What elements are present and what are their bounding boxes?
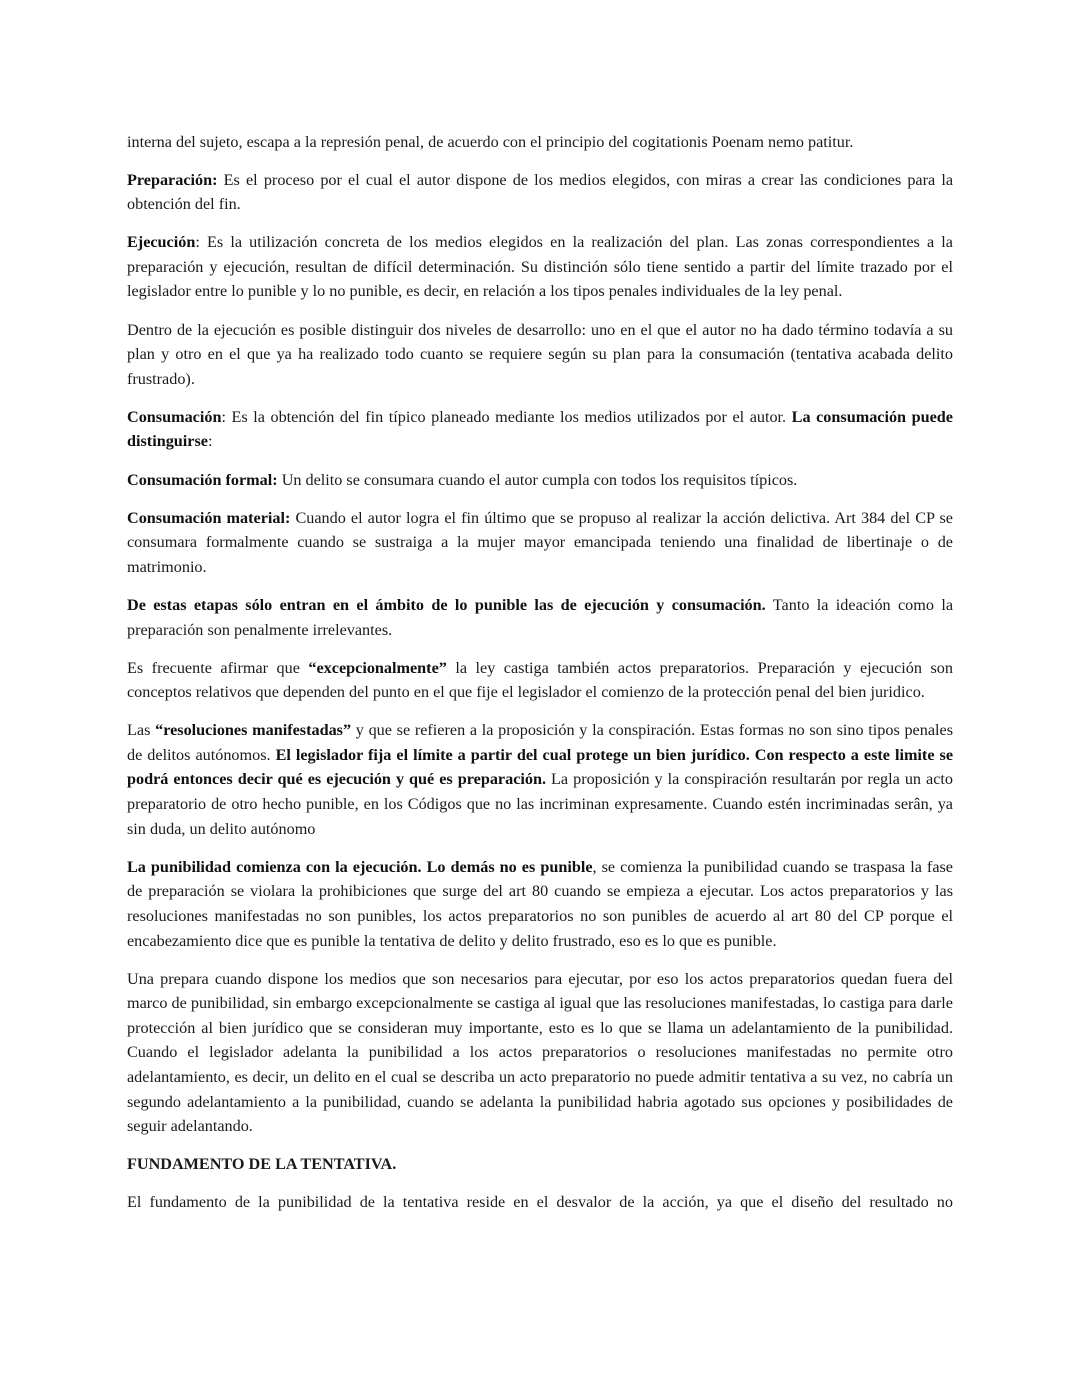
bold-text: “excepcionalmente” xyxy=(308,658,447,677)
paragraph xyxy=(127,405,953,454)
paragraph xyxy=(127,468,953,493)
text-run: : Es la utilización concreta de los medios elegidos en la realización del plan. Las zonas correspondientes a la preparación y ejecución, resultan de difícil determinación. Su distinción sólo tiene sentido a partir del límite trazado por el legislador entre lo punible y lo no punible, es decir, en relación a los tipos penales individuales de la ley penal. xyxy=(127,233,953,301)
bold-text: La consumación puede distinguirse xyxy=(127,407,953,451)
paragraph xyxy=(127,130,953,155)
paragraph xyxy=(127,318,953,392)
bold-text: Consumación material: xyxy=(127,508,291,527)
paragraph xyxy=(127,656,953,705)
bold-text: Preparación: xyxy=(127,170,218,189)
text-run: Un delito se consumara cuando el autor cumpla con todos los requisitos típicos. xyxy=(277,470,798,489)
bold-text: El legislador fija el límite a partir del cual protege un bien jurídico. Con respecto a este limite se podrá entonces decir qué es ejecución y qué es preparación. xyxy=(127,745,954,789)
text-run: : Es la obtención del fin típico planeado mediante los medios utilizados por el autor. xyxy=(221,407,792,426)
text-run: Es el proceso por el cual el autor dispone de los medios elegidos, con miras a crear las condiciones para la obtención del fin. xyxy=(127,170,953,214)
text-run: Dentro de la ejecución es posible distinguir dos niveles de desarrollo: uno en el que el autor no ha dado término todavía a su plan y otro en el que ya ha realizado todo cuanto se requiere según su plan para la consumación (tentativa acabada delito frustrado). xyxy=(127,320,953,388)
paragraph xyxy=(127,230,953,304)
section-heading: FUNDAMENTO DE LA TENTATIVA. xyxy=(127,1155,397,1174)
paragraph xyxy=(127,967,953,1139)
text-run: La proposición y la conspiración resultarán por regla un acto preparatorio de otro hecho punible, en los Códigos que no las incriminan expresamente. Cuando estén incriminadas serân, ya sin duda, un delito autónomo xyxy=(127,770,953,838)
bold-text: Ejecución xyxy=(127,233,196,252)
bold-text: Consumación formal: xyxy=(127,470,278,489)
bold-text: La punibilidad comienza con la ejecución. Lo demás no es punible xyxy=(127,857,593,876)
text-run: interna del sujeto, escapa a la represión penal, de acuerdo con el principio del cogitationis Poenam nemo patitur. xyxy=(127,133,854,151)
text-run: : xyxy=(207,432,213,451)
last-paragraph: El fundamento de la punibilidad de la tentativa reside en el desvalor de la acción, ya que el diseño del resultado no xyxy=(127,1192,953,1211)
paragraph-list xyxy=(127,130,953,1139)
paragraph xyxy=(127,168,953,217)
text-run: Es frecuente afirmar que xyxy=(127,658,309,677)
paragraph xyxy=(127,718,953,841)
text-run: Cuando el autor logra el fin último que se propuso al realizar la acción delictiva. Art 384 del CP se consumara formalmente cuando se sustraiga a la mujer mayor emancipada teniendo una finalidad de libertinaje o de matrimonio. xyxy=(127,508,953,576)
text-run: Una prepara cuando dispone los medios que son necesarios para ejecutar, por eso los actos preparatorios quedan fuera del marco de punibilidad, sin embargo excepcionalmente se castiga al igual que las resoluciones manifestadas, lo castiga para darle protección al bien jurídico que se consideran muy importante, esto es lo que se llama un adelantamiento de la punibilidad. Cuando el legislador adelanta la punibilidad a los actos preparatorios o resoluciones manifestadas no permite otro adelantamiento, es decir, un delito en el cual se describa un acto preparatorio no puede admitir tentativa a su vez, no cabría un segundo adelantamiento a la punibilidad, cuando se adelanta la punibilidad habria agotado sus opciones y posibilidades de seguir adelantando. xyxy=(127,969,953,1136)
bold-text: De estas etapas sólo entran en el ámbito de lo punible las de ejecución y consumación. xyxy=(127,595,766,614)
paragraph xyxy=(127,855,953,953)
document-page xyxy=(127,130,953,1228)
paragraph xyxy=(127,593,953,642)
text-run: Tanto la ideación como la preparación son penalmente irrelevantes. xyxy=(127,595,954,639)
paragraph xyxy=(127,506,953,580)
text-run: Las xyxy=(127,721,156,740)
bold-text: “resoluciones manifestadas” xyxy=(155,721,352,740)
text-run: la ley castiga también actos preparatorios. Preparación y ejecución son conceptos relativos que dependen del punto en el que fije el legislador el comienzo de la protección penal del bien juridico. xyxy=(127,658,953,702)
bold-text: Consumación xyxy=(127,407,222,426)
text-run: , se comienza la punibilidad cuando se traspasa la fase de preparación se violara la prohibiciones que surge del art 80 cuando se empieza a ejecutar. Los actos preparatorios y las resoluciones manifestadas no son punibles, los actos preparatorios no son punibles de acuerdo al art 80 del CP porque el encabezamiento dice que es punible la tentativa de delito y delito frustrado, eso es lo que es punible. xyxy=(127,857,953,950)
text-run: y que se refieren a la proposición y la conspiración. Estas formas no son sino tipos penales de delitos autónomos. xyxy=(127,721,953,764)
